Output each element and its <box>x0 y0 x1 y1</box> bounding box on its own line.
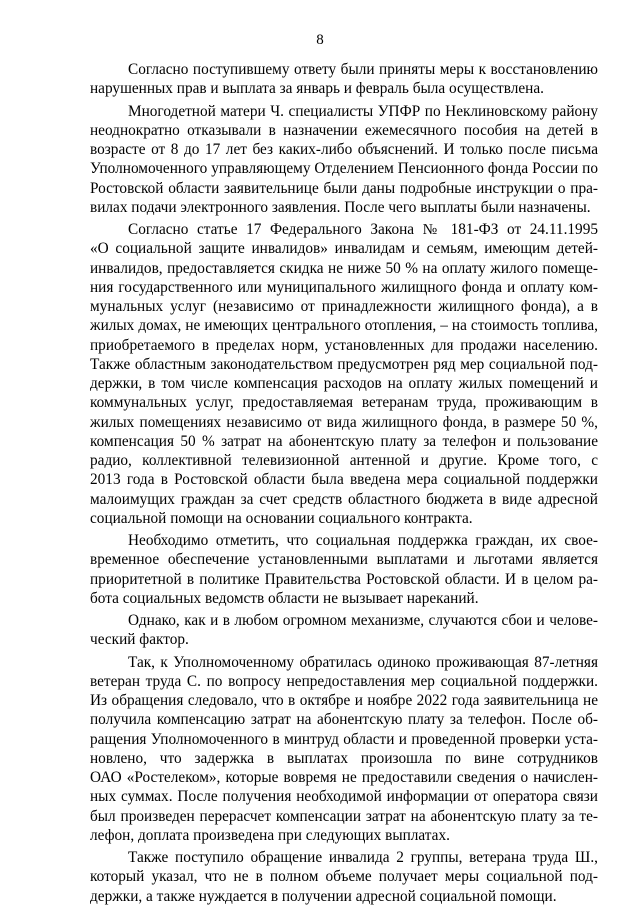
text-line: ветеран труда С. по вопросу непредоставления мер социальной поддержки. <box>90 672 598 690</box>
text-line: Также областным законодательством предусмотрен ряд мер социальной под- <box>90 355 598 373</box>
text-line: Также поступило обращение инвалида 2 группы, ветерана труда Ш., <box>128 849 598 866</box>
text-line: 2013 года в Ростовской области была введена мера социальной поддержки <box>90 471 598 489</box>
text-line: бота социальных ведомств области не вызывает нареканий. <box>90 589 479 607</box>
text-line: ния государственного или муниципального жилищного фонда и оплату ком- <box>90 278 598 296</box>
paragraph <box>90 220 598 528</box>
paragraph <box>90 60 598 99</box>
text-line: инвалидов, предоставляется скидка не ниже 50 % на оплату жилого помеще- <box>90 259 598 277</box>
text-line: новлено, что задержка в выплатах произошла по вине сотрудников <box>90 749 598 767</box>
text-line: возрасте от 8 до 17 лет без каких-либо объяснений. И только после письма <box>90 141 598 158</box>
text-line: малоимущих граждан за счет средств областного бюджета в виде адресной <box>90 490 598 508</box>
text-line: держки, в том числе компенсация расходов на оплату жилых помещений и <box>90 375 598 392</box>
text-line: ОАО «Ростелеком», которые вовремя не предоставили сведения о начислен- <box>90 769 598 786</box>
text-line: Уполномоченного управляющему Отделением Пенсионного фонда России по <box>90 160 598 178</box>
text-line: Так, к Уполномоченному обратилась одиноко проживающая 87-летняя <box>128 653 598 671</box>
text-line: Ростовской области заявительнице были даны подробные инструкции о пра- <box>90 179 598 197</box>
text-line: Согласно поступившему ответу были приняты меры к восстановлению <box>128 61 598 78</box>
text-line: Необходимо отметить, что социальная поддержка граждан, их свое- <box>128 532 598 549</box>
paragraph <box>90 102 598 218</box>
text-line: приобретаемого в пределах норм, установленных для продажи населению. <box>90 336 598 354</box>
text-line: Согласно статье 17 Федерального Закона № 181-ФЗ от 24.11.1995 <box>128 221 598 238</box>
paragraph <box>90 611 598 650</box>
text-line: который указал, что не в полном объеме получает меры социальной под- <box>90 868 598 886</box>
text-line: мунальных услуг (независимо от принадлежности жилищного фонда), а в <box>90 298 598 315</box>
text-line: временное обеспечение установленными выплатами и льготами является <box>90 551 598 569</box>
text-line: Многодетной матери Ч. специалисты УПФР по Неклиновскому району <box>128 102 598 120</box>
text-line: держки, а также нуждается в получении адресной социальной помощи. <box>90 887 557 905</box>
text-line: «О социальной защите инвалидов» инвалидам и семьям, имеющим детей- <box>90 240 598 258</box>
text-line: Однако, как и в любом огромном механизме, случаются сбои и челове- <box>128 612 598 629</box>
text-line: ческий фактор. <box>90 631 189 649</box>
text-line: Из обращения следовало, что в октябре и ноябре 2022 года заявительница не <box>90 692 598 709</box>
text-line: ных суммах. После получения необходимой информации от оператора связи <box>90 788 598 806</box>
text-line: нарушенных прав и выплата за январь и февраль была осуществлена. <box>90 80 544 98</box>
text-line: получила компенсацию затрат на абонентскую плату за телефон. После об- <box>90 711 598 729</box>
paragraph <box>90 848 598 906</box>
text-line: приоритетной в политике Правительства Ростовской области. И в целом ра- <box>90 570 598 588</box>
document-body <box>90 60 598 909</box>
paragraph <box>90 653 598 846</box>
text-line: компенсация 50 % затрат на абонентскую плату за телефон и пользование <box>90 432 598 450</box>
text-line: ращения Уполномоченного в минтруд области и проведенной проверки уста- <box>90 730 598 748</box>
text-line: жилых помещениях независимо от вида жилищного фонда, в размере 50 %, <box>90 413 598 431</box>
text-line: неоднократно отказывали в назначении ежемесячного пособия на детей в <box>90 121 598 139</box>
text-line: радио, коллективной телевизионной антенной и другие. Кроме того, с <box>90 452 598 469</box>
text-line: лефон, доплата произведена при следующих выплатах. <box>90 826 450 844</box>
page-number: 8 <box>316 32 324 48</box>
text-line: жилых домах, не имеющих центрального отопления, – на стоимость топлива, <box>90 317 598 335</box>
paragraph <box>90 531 598 608</box>
text-line: социальной помощи на основании социального контракта. <box>90 509 473 527</box>
text-line: вилах подачи электронного заявления. После чего выплаты были назначены. <box>90 198 591 216</box>
text-line: был произведен перерасчет компенсации затрат на абонентскую плату за те- <box>90 807 598 825</box>
text-line: коммунальных услуг, предоставляемая ветеранам труда, проживающим в <box>90 394 598 412</box>
